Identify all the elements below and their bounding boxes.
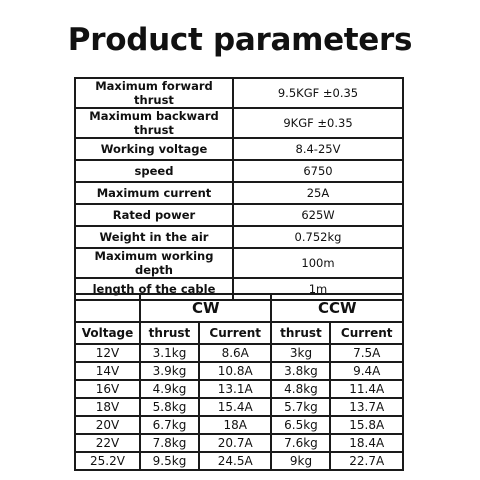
performance-table: [74, 293, 404, 471]
cw-header: CW: [140, 294, 271, 322]
spec-value: 0.752kg: [233, 226, 403, 248]
ccw-thrust-cell: 4.8kg: [271, 380, 330, 398]
spec-value: 8.4-25V: [233, 138, 403, 160]
spec-row: [75, 108, 403, 138]
corner-cell: [75, 294, 140, 322]
ccw-thrust-cell: 6.5kg: [271, 416, 330, 434]
cw-current-cell: 13.1A: [199, 380, 272, 398]
spec-label: Working voltage: [75, 138, 233, 160]
voltage-header: Voltage: [75, 322, 140, 344]
spec-label: speed: [75, 160, 233, 182]
voltage-cell: 20V: [75, 416, 140, 434]
spec-label: Maximum current: [75, 182, 233, 204]
ccw-thrust-cell: 7.6kg: [271, 434, 330, 452]
spec-value: 100m: [233, 248, 403, 278]
performance-table-body: [75, 294, 403, 470]
spec-row: [75, 138, 403, 160]
column-header-row: [75, 322, 403, 344]
cw-thrust-cell: 9.5kg: [140, 452, 199, 470]
spec-value: 6750: [233, 160, 403, 182]
cw-current-cell: 15.4A: [199, 398, 272, 416]
cw-thrust-header: thrust: [140, 322, 199, 344]
ccw-thrust-cell: 5.7kg: [271, 398, 330, 416]
ccw-current-cell: 7.5A: [330, 344, 403, 362]
page-title: Product parameters: [67, 22, 413, 58]
spec-label: Weight in the air: [75, 226, 233, 248]
ccw-thrust-cell: 9kg: [271, 452, 330, 470]
spec-row: [75, 248, 403, 278]
spec-value: 1m: [233, 278, 403, 300]
cw-current-cell: 18A: [199, 416, 272, 434]
spec-row: [75, 182, 403, 204]
ccw-header: CCW: [271, 294, 403, 322]
spec-label: Rated power: [75, 204, 233, 226]
spec-value: 9KGF ±0.35: [233, 108, 403, 138]
table-row: [75, 362, 403, 380]
direction-header-row: [75, 294, 403, 322]
cw-current-cell: 20.7A: [199, 434, 272, 452]
voltage-cell: 14V: [75, 362, 140, 380]
spec-label: Maximum backward thrust: [75, 108, 233, 138]
spec-value: 625W: [233, 204, 403, 226]
spec-table: [74, 77, 404, 301]
spec-value: 25A: [233, 182, 403, 204]
cw-thrust-cell: 5.8kg: [140, 398, 199, 416]
ccw-thrust-cell: 3.8kg: [271, 362, 330, 380]
cw-current-cell: 8.6A: [199, 344, 272, 362]
cw-thrust-cell: 3.9kg: [140, 362, 199, 380]
spec-row: [75, 160, 403, 182]
table-row: [75, 452, 403, 470]
ccw-current-cell: 18.4A: [330, 434, 403, 452]
cw-current-cell: 10.8A: [199, 362, 272, 380]
cw-thrust-cell: 4.9kg: [140, 380, 199, 398]
ccw-thrust-header: thrust: [271, 322, 330, 344]
spec-value: 9.5KGF ±0.35: [233, 78, 403, 108]
ccw-current-cell: 9.4A: [330, 362, 403, 380]
cw-current-cell: 24.5A: [199, 452, 272, 470]
voltage-cell: 25.2V: [75, 452, 140, 470]
table-row: [75, 434, 403, 452]
table-row: [75, 416, 403, 434]
table-row: [75, 344, 403, 362]
spec-row: [75, 226, 403, 248]
spec-label: Maximum working depth: [75, 248, 233, 278]
voltage-cell: 18V: [75, 398, 140, 416]
table-row: [75, 398, 403, 416]
ccw-current-cell: 13.7A: [330, 398, 403, 416]
ccw-current-cell: 22.7A: [330, 452, 403, 470]
spec-row: [75, 204, 403, 226]
spec-row: [75, 78, 403, 108]
spec-label: Maximum forward thrust: [75, 78, 233, 108]
cw-thrust-cell: 6.7kg: [140, 416, 199, 434]
spec-table-body: [75, 78, 403, 300]
voltage-cell: 12V: [75, 344, 140, 362]
ccw-current-header: Current: [330, 322, 403, 344]
spec-label: length of the cable: [75, 278, 233, 300]
cw-thrust-cell: 3.1kg: [140, 344, 199, 362]
cw-thrust-cell: 7.8kg: [140, 434, 199, 452]
voltage-cell: 16V: [75, 380, 140, 398]
cw-current-header: Current: [199, 322, 272, 344]
voltage-cell: 22V: [75, 434, 140, 452]
ccw-thrust-cell: 3kg: [271, 344, 330, 362]
table-row: [75, 380, 403, 398]
ccw-current-cell: 11.4A: [330, 380, 403, 398]
ccw-current-cell: 15.8A: [330, 416, 403, 434]
